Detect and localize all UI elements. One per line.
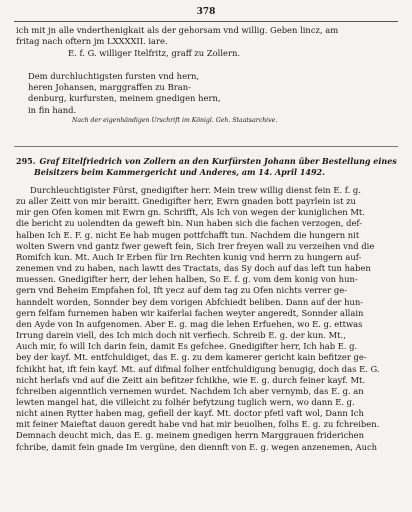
address-line: denburg, kurfursten, meinem gnedigen hern, <box>28 93 221 104</box>
header-rule <box>14 21 398 22</box>
address-line: Dem durchluchtigsten fursten vnd hern, <box>28 71 200 81</box>
document-heading <box>16 156 397 178</box>
body-line: halben Ich E. F. g. nicht Ee hab mugen pottfchafft tun. Nachdem die hungern nit <box>16 229 360 240</box>
address-line: in fin hand. <box>28 104 77 115</box>
body-line: lewten mangel hat, die villeicht zu folhér befytzung tuglich wern, wo dann E. g. <box>16 396 355 407</box>
body-line: fchreiben aigenntlich vernemen wurdet. Nachdem Ich aber vernymb, das E. g. an <box>16 385 364 396</box>
page-number: 378 <box>196 7 216 17</box>
body-line: Durchleuchtigister Fürst, gnedigifter herr. Mein trew willig dienst fein E. f. g. <box>30 185 361 195</box>
body-line: gern vnd Beheim Empfahen fol, Ift yecz auf dem tag zu Ofen nichts verrer ge- <box>16 285 348 296</box>
document-title-line: Graf Eitelfriedrich von Zollern an den Kurfürsten Johann über Bestellung eines <box>39 156 397 166</box>
body-line: gern felfam furnemen haben wir kaiferlai fachen weyter angeredt, Sonnder allain <box>16 307 364 318</box>
body-line: Irrung darein viell, des Ich mich doch nit verfiech. Schreib E. g. der kun. Mt., <box>16 330 346 341</box>
body-line: Romifch kun. Mt. Auch Ir Erben für Irn Rechten kunig vnd herrn zu hungern auf- <box>16 251 362 262</box>
document-body <box>16 185 400 453</box>
continuation-line: ich mit jn alle vnderthenigkait als der gehorsam vnd willig. Geben lincz, am <box>16 25 339 35</box>
body-line: Auch mir, fo will Ich darin fein, damit Es gefchee. Gnedigifter herr, Ich hab E. g. <box>16 341 358 352</box>
body-line: wolten Swern vnd gantz fwer geweft fein, Sich Irer freyen wall zu verzeihen vnd die <box>16 240 375 251</box>
address-block <box>28 71 221 116</box>
signature: E. f. G. williger Itelfritz, graff zu Zollern. <box>68 48 241 58</box>
body-line: zenemen vnd zu haben, nach lawtt des Tractats, das Sy doch auf das left tun haben <box>16 263 371 274</box>
body-line: fchribe, damit fein gnade Im vergüne, den diennft von E. g. wegen anzenemen, Auch <box>16 441 378 452</box>
address-line: heren Johansen, marggraffen zu Bran- <box>28 82 191 93</box>
body-line: fchikht hat, ift fein kayf. Mt. auf difmal folher entfchuldigung benugig, doch das E. G. <box>16 363 380 374</box>
continuation-line: fritag nach oftern jm LXXXXII. iare. <box>16 36 168 47</box>
document-number: 295. <box>16 156 36 166</box>
body-line: muessen. Gnedigifter herr, der lehen halben, So E. f. g. vom dem konig von hun- <box>16 274 358 285</box>
section-divider <box>14 146 398 147</box>
body-line: die bericht zu uolendten da geweft bin. Nun haben sich die fachen verzogen, def- <box>16 218 363 229</box>
letter-continuation <box>16 25 338 47</box>
body-line: zu aller Zeitt von mir beraitt. Gnedigifter herr, Ewrn gnaden bott payrlein ist zu <box>16 196 356 207</box>
body-line: hanndelt worden, Sonnder bey dem vorigen Abfchiedt beliben. Dann auf der hun- <box>16 296 364 307</box>
source-note: Nach der eigenhändigen Urschrift im Königl. Geh. Staatsarchive. <box>72 117 278 124</box>
body-line: den Ayde von In aufgenomen. Aber E. g. mag die lehen Erfuehen, wo E. g. ettwas <box>16 318 363 329</box>
body-line: bey der kayf. Mt. entfchuldiget, das E. g. zu dem kamerer gericht kain befitzer ge- <box>16 352 367 363</box>
body-line: mir gen Ofen komen mit Ewrn gn. Schrifft, Als Ich von wegen der kuniglichen Mt. <box>16 207 365 218</box>
document-title-line: Beisitzers beim Kammergericht und Anderes, am 14. April 1492. <box>34 167 325 177</box>
body-line: mit feiner Maieftat dauon geredt habe vnd hat mir beuolhen, folhs E. g. zu fchreiben. <box>16 419 380 430</box>
body-line: nicht ainen Rytter haben mag, gefiell der kayf. Mt. doctor pfetl vaft wol, Dann Ich <box>16 408 364 419</box>
body-line: nicht herlafs vnd auf die Zeitt ain befitzer fchikhe, wie E. g. durch feiner kayf. Mt. <box>16 374 366 385</box>
body-line: Demnach deucht mich, das E. g. meinem gnedigen herrn Marggrauen friderichen <box>16 430 365 441</box>
